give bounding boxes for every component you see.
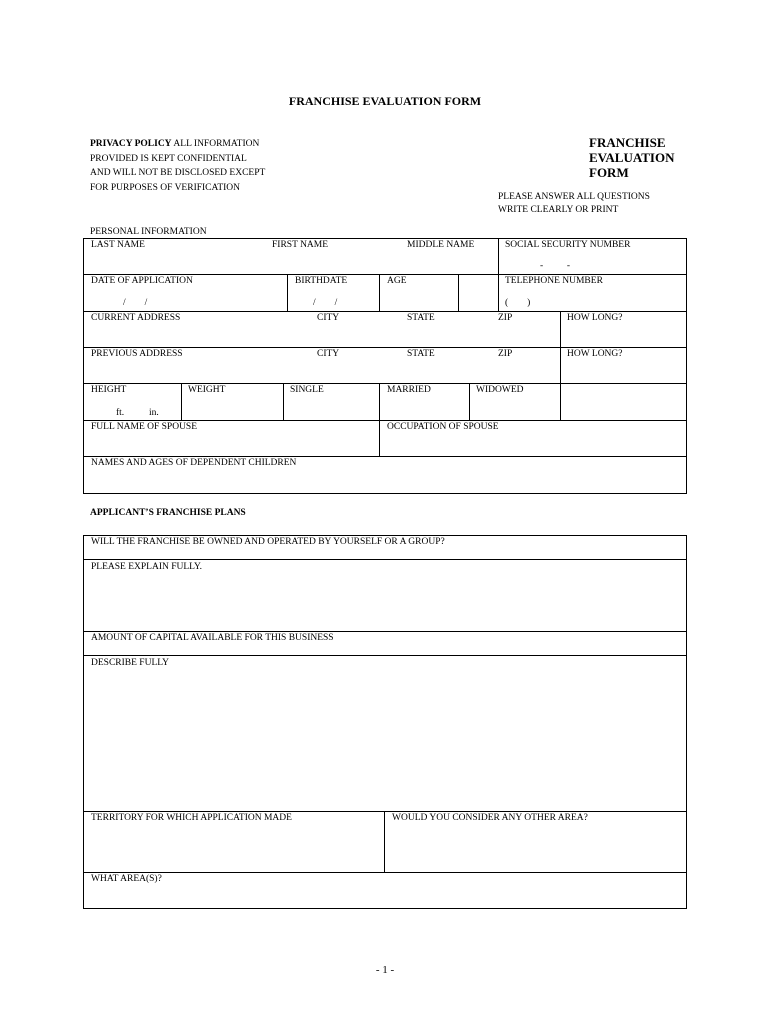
franchise-plans-table [83,535,687,909]
instructions-line-2: WRITE CLEARLY OR PRINT [498,205,619,215]
plans-section-label: APPLICANT’S FRANCHISE PLANS [90,508,246,518]
current-zip-label: ZIP [498,313,513,323]
married-label: MARRIED [387,385,431,395]
telephone-parens: ( ) [505,298,531,308]
capital-label: AMOUNT OF CAPITAL AVAILABLE FOR THIS BUSINESS [91,633,334,643]
instructions-line-1: PLEASE ANSWER ALL QUESTIONS [498,192,650,202]
previous-city-label: CITY [317,349,340,359]
previous-how-long-label: HOW LONG? [567,349,623,359]
privacy-line-3: AND WILL NOT BE DISCLOSED EXCEPT [90,168,266,178]
privacy-heading: PRIVACY POLICY [90,139,172,149]
personal-section-label: PERSONAL INFORMATION [90,227,207,237]
date-of-application-label: DATE OF APPLICATION [91,276,193,286]
territory-label: TERRITORY FOR WHICH APPLICATION MADE [91,813,292,823]
ssn-label: SOCIAL SECURITY NUMBER [505,240,631,250]
current-state-label: STATE [407,313,435,323]
side-title [589,135,674,180]
telephone-label: TELEPHONE NUMBER [505,276,603,286]
previous-state-label: STATE [407,349,435,359]
describe-label: DESCRIBE FULLY [91,658,169,668]
date-of-application-slashes: / / [123,298,148,308]
ownership-question: WILL THE FRANCHISE BE OWNED AND OPERATED BY YOURSELF OR A GROUP? [91,537,445,547]
age-label: AGE [387,276,407,286]
birthdate-slashes: / / [313,298,338,308]
instructions [498,191,650,217]
dependent-children-label: NAMES AND AGES OF DEPENDENT CHILDREN [91,458,297,468]
weight-label: WEIGHT [188,385,226,395]
birthdate-label: BIRTHDATE [295,276,348,286]
privacy-line-4: FOR PURPOSES OF VERIFICATION [90,182,241,193]
what-areas-label: WHAT AREA(S)? [91,874,162,884]
height-in-label: in. [149,408,159,418]
other-area-label: WOULD YOU CONSIDER ANY OTHER AREA? [392,813,588,823]
first-name-label: FIRST NAME [272,240,329,250]
current-city-label: CITY [317,313,340,323]
height-label: HEIGHT [91,385,127,395]
spouse-occupation-label: OCCUPATION OF SPOUSE [387,422,499,432]
current-address-label: CURRENT ADDRESS [91,313,181,323]
widowed-label: WIDOWED [476,385,524,395]
page-number: - 1 - [375,964,395,976]
single-label: SINGLE [290,385,324,395]
privacy-line-1: ALL INFORMATION [171,139,260,149]
height-ft-label: ft. [116,408,125,418]
last-name-label: LAST NAME [91,240,145,250]
explain-label: PLEASE EXPLAIN FULLY. [91,562,203,572]
side-title-line-1: FRANCHISE [589,135,666,150]
current-how-long-label: HOW LONG? [567,313,623,323]
middle-name-label: MIDDLE NAME [407,240,475,250]
previous-address-label: PREVIOUS ADDRESS [91,349,183,359]
side-title-line-2: EVALUATION [589,150,675,165]
ssn-dashes: - - [540,261,571,271]
side-title-line-3: FORM [589,165,629,180]
privacy-line-2: PROVIDED IS KEPT CONFIDENTIAL [90,153,247,164]
spouse-name-label: FULL NAME OF SPOUSE [91,422,198,432]
page-title: FRANCHISE EVALUATION FORM [288,94,482,108]
previous-zip-label: ZIP [498,349,513,359]
privacy-policy [90,137,265,195]
